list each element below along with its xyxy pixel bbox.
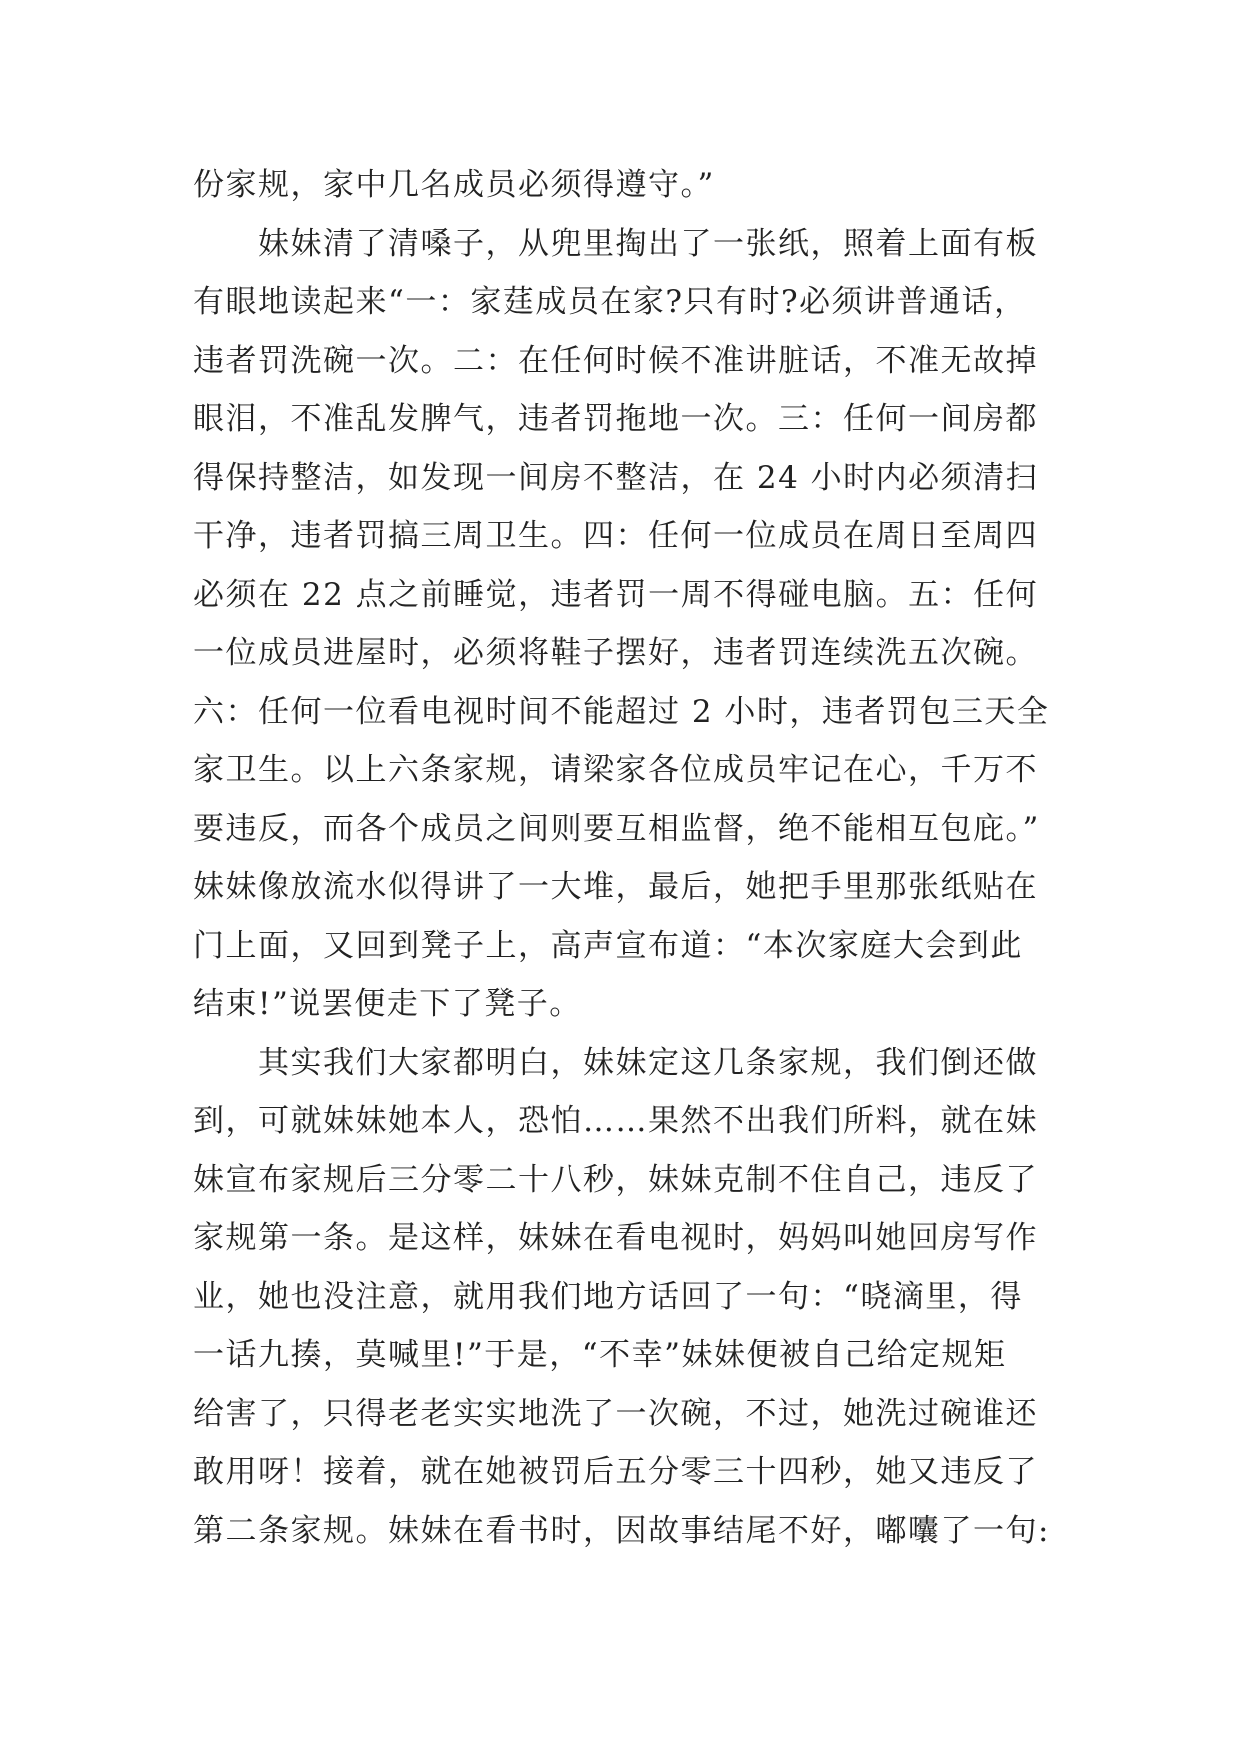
text-line: 份家规，家中几名成员必须得遵守。” xyxy=(193,167,715,203)
text-line: 要违反，而各个成员之间则要互相监督，绝不能相互包庇。” xyxy=(193,810,1040,847)
text-line: 违者罚洗碗一次。二：在任何时候不准讲脏话，不准无故掉 xyxy=(193,342,1038,379)
text-line: 干净，违者罚搞三周卫生。四：任何一位成员在周日至周四 xyxy=(193,518,1038,554)
text-line: 妹宣布家规后三分零二十八秒，妹妹克制不住自己，违反了 xyxy=(193,1161,1038,1198)
text-line: 必须在 22 点之前睡觉，违者罚一周不得碰电脑。五：任何 xyxy=(193,576,1039,613)
text-line: 六：任何一位看电视时间不能超过 2 小时，违者罚包三天全 xyxy=(193,693,1050,730)
text-line: 一话九揍，莫喊里!”于是，“不幸”妹妹便被自己给定规矩 xyxy=(193,1337,1007,1373)
text-line: 家规第一条。是这样，妹妹在看电视时，妈妈叫她回房写作 xyxy=(193,1220,1038,1256)
text-line: 家卫生。以上六条家规，请梁家各位成员牢记在心，千万不 xyxy=(193,752,1038,788)
text-line: 到，可就妹妹她本人，恐怕……果然不出我们所料，就在妹 xyxy=(193,1103,1038,1139)
text-line: 门上面，又回到凳子上，高声宣布道：“本次家庭大会到此 xyxy=(193,927,1023,964)
text-line: 结束!”说罢便走下了凳子。 xyxy=(193,986,582,1022)
text-line: 妹妹清了清嗓子，从兜里掏出了一张纸，照着上面有板 xyxy=(193,225,1038,262)
text-line: 敢用呀！接着，就在她被罚后五分零三十四秒，她又违反了 xyxy=(193,1454,1038,1490)
text-line: 其实我们大家都明白，妹妹定这几条家规，我们倒还做 xyxy=(193,1044,1038,1081)
text-line: 妹妹像放流水似得讲了一大堆，最后，她把手里那张纸贴在 xyxy=(193,869,1038,905)
text-line: 得保持整洁，如发现一间房不整洁，在 24 小时内必须清扫 xyxy=(193,459,1039,496)
text-line: 一位成员进屋时，必须将鞋子摆好，违者罚连续洗五次碗。 xyxy=(193,635,1038,671)
text-line: 眼泪，不准乱发脾气，违者罚拖地一次。三：任何一间房都 xyxy=(193,401,1038,437)
text-line: 给害了，只得老老实实地洗了一次碗，不过，她洗过碗谁还 xyxy=(193,1395,1038,1432)
text-line: 业，她也没注意，就用我们地方话回了一句：“晓滴里，得 xyxy=(193,1278,1023,1315)
body-text xyxy=(193,156,1073,1560)
text-line: 有眼地读起来“一：家莛成员在家?只有时?必须讲普通话， xyxy=(193,284,1027,320)
text-line: 第二条家规。妹妹在看书时，因故事结尾不好，嘟囔了一句: xyxy=(193,1512,1050,1549)
